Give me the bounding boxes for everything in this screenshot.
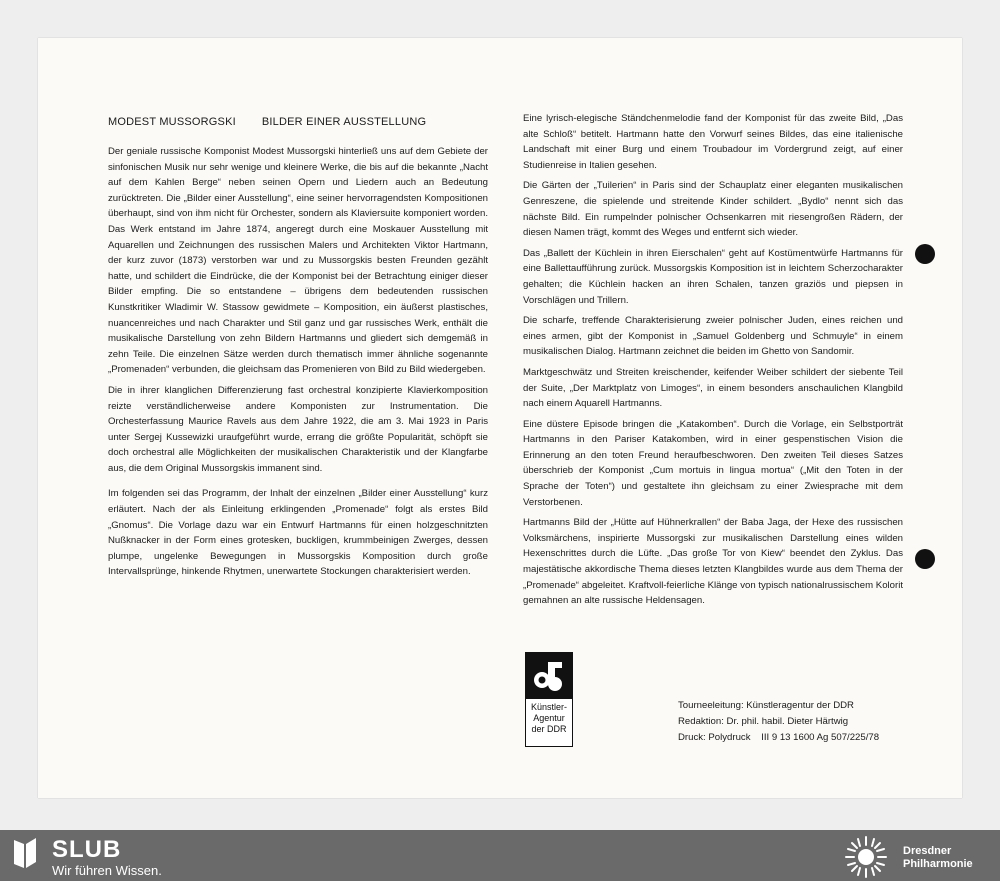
book-icon xyxy=(12,836,38,870)
credit-line: Druck: Polydruck III 9 13 1600 Ag 507/225/78 xyxy=(678,732,880,743)
punch-hole xyxy=(915,244,935,264)
paragraph: Marktgeschwätz und Streiten kreischender, keifender Weiber schildert der siebente Teil der Suite, „Der Marktplatz von Limoges“, in einem besonders anschaulichen Klangbild nach einem Aquarell Hartmanns. xyxy=(523,366,903,410)
paragraph: Die in ihrer klanglichen Differenzierung fast orchestral konzipierte Klavierkomposition reizte verständlicherweise andere Komponisten zur Instrumentation. Die Orchesterfassung Maurice Ravels aus dem Jahre 1922, die am 3. Mai 1923 in Paris unter Sergej Kussewizki uraufgeführt wurde, errang die größte Popularität, schöpft sie doch orchestral alle Möglichkeiten der musikalischen Charakteristik und der Klangfarbe aus, die dem Original Mussorgskis immanent sind. xyxy=(108,384,488,474)
paragraph: Der geniale russische Komponist Modest Mussorgski hinterließ uns auf dem Gebiete der sinfonischen Musik nur sehr wenige und kleinere Werke, die bis auf die bekannte „Nacht auf dem Kahlen Berge“ neben seinen Opern und Liedern auch an Bedeutung zurücktreten. Die „Bilder einer Ausstellung“, eine seiner hervorragendsten Kompositionen überhaupt, sind von ihm nicht für Orchester, sondern als Klaviersuite komponiert worden. Das Werk entstand im Jahre 1874, angeregt durch eine Moskauer Ausstellung mit Aquarellen und Zeichnungen des russischen Malers und Architekten Viktor Hartmann, der kurz zuvor (1873) verstorben war und zu Mussorgskis besten Freunden gezählt hatte, und schildert die Eindrücke, die der Komponist bei der Betrachtung einiger dieser Bilder empfing. Die so entstandene – übrigens dem bedeutenden russischen Kunstkritiker Wladimir W. Stassow gewidmete – Komposition, ein äußerst plastisches, nuancenreiches und nach Charakter und Stil ganz und gar russisches Werk, enthält die musikalische Darstellung von zehn Bildern Hartmanns und gliedert sich demgemäß in zehn Teile. Die einzelnen Sätze werden durch thematisch immer ähnliche sogenannte „Promenaden“ verbunden, die gleichsam das Promenieren von Bild zu Bild wiedergeben. xyxy=(108,146,488,376)
paragraph: Hartmanns Bild der „Hütte auf Hühnerkrallen“ der Baba Jaga, der Hexe des russischen Volksmärchens, inspirierte Mussorgski zur musikalischen Darstellung eines wilden Hexenschrittes durch die Lüfte. „Das große Tor von Kiew“ beendet den Zyklus. Das majestätische akkordische Thema dieses letzten Klangbildes wurde aus dem Thema der „Promenade“ abgeleitet. Kraftvoll-feierliche Klänge von typisch nationalrussischem Kolorit gemahnen an alte russische Heldensagen. xyxy=(523,517,903,607)
document-page xyxy=(38,38,962,798)
philharmonie-name[interactable] xyxy=(903,845,973,871)
logo-text-line: Agentur xyxy=(533,713,565,723)
slub-tagline: Wir führen Wissen. xyxy=(52,863,162,878)
heading-work: BILDER EINER AUSSTELLUNG xyxy=(261,116,427,128)
philharmonie-line: Dresdner xyxy=(903,845,952,857)
heading-composer: MODEST MUSSORGSKI xyxy=(108,116,236,128)
paragraph: Die scharfe, treffende Charakterisierung zweier polnischer Juden, eines reichen und eines armen, gibt der Komponist in „Samuel Goldenberg und Schmuyle“ in einem musikalischen Dialog. Hartmann zeichnet die beiden im Ghetto von Sandomir. xyxy=(523,315,903,358)
credit-line: Redaktion: Dr. phil. habil. Dieter Härtwig xyxy=(678,716,849,727)
philharmonie-line: Philharmonie xyxy=(903,858,973,870)
paragraph: Im folgenden sei das Programm, der Inhalt der einzelnen „Bilder einer Ausstellung“ kurz erläutert. Nach der als Einleitung erklingenden „Promenade“ folgt als erstes Bild „Gnomus“. Die Vorlage dazu war ein Entwurf Hartmanns für einen holzgeschnitzten Nußknacker in der Form eines grotesken, buckligen, krummbeinigen Zwerges, dessen plumpe, ungelenke Bewegungen in Mussorgskis Komposition durch große Intervallsprünge, hinkende Rhytmen, unerwartete Stockungen charakterisiert werden. xyxy=(108,488,488,578)
logo-text-line: Künstler- xyxy=(530,702,567,712)
paragraph: Eine lyrisch-elegische Ständchenmelodie fand der Komponist für das zweite Bild, „Das alte Schloß“ betitelt. Hartmann hatte den Vorwurf seines Bildes, das eine italienische Landschaft mit einer Burg und einem Troubadour im Vordergrund zeigt, auf einer Studienreise in Italien gesehen. xyxy=(523,113,903,171)
philharmonie-sun-icon xyxy=(842,833,890,881)
kuenstleragentur-logo xyxy=(525,652,573,747)
paragraph: Das „Ballett der Küchlein in ihren Eierschalen“ geht auf Kostümentwürfe Hartmanns für eine Ballettaufführung zurück. Mussorgskis Komposition ist in leichtem Scherzocharakter gehalten; die Küchlein hacken an ihren Schalen, tanzen graziös und piepsen in Vorschlägen und Trillern. xyxy=(523,247,903,306)
footer-bar xyxy=(0,830,1000,881)
credits-block xyxy=(678,698,879,746)
agency-mark-icon xyxy=(526,653,572,699)
paragraph: Eine düstere Episode bringen die „Katakomben“. Durch die Vorlage, ein Selbstporträt Hartmanns in den Pariser Katakomben, wird in einer gespenstischen Vision die Erinnerung an den toten Freund heraufbeschworen. Den zweiten Teil dieses Satzes überschrieb der Komponist „Cum mortuis in lingua mortua“ („Mit den Toten in der Sprache der Toten“) und gestaltete ihn gleichsam zu einer Zwiesprache mit dem Verstorbenen. xyxy=(523,418,903,508)
credit-line: Tourneeleitung: Künstleragentur der DDR xyxy=(678,700,854,711)
punch-hole xyxy=(915,549,935,569)
page-heading xyxy=(108,116,426,128)
slub-brand[interactable]: SLUB xyxy=(52,836,122,863)
right-text-column xyxy=(523,111,903,614)
paragraph: Die Gärten der „Tuilerien“ in Paris sind der Schauplatz einer eleganten musikalischen Genreszene, die spielende und streitende Kinder schildert. „Bydlo“ nennt sich das nächste Bild. Ein rumpelnder polnischer Ochsenkarren mit riesengroßen Rädern, der diesen Namen trägt, kommt des Weges und entfernt sich wieder. xyxy=(523,180,903,239)
logo-text-line: der DDR xyxy=(531,724,567,734)
left-text-column xyxy=(108,144,488,585)
